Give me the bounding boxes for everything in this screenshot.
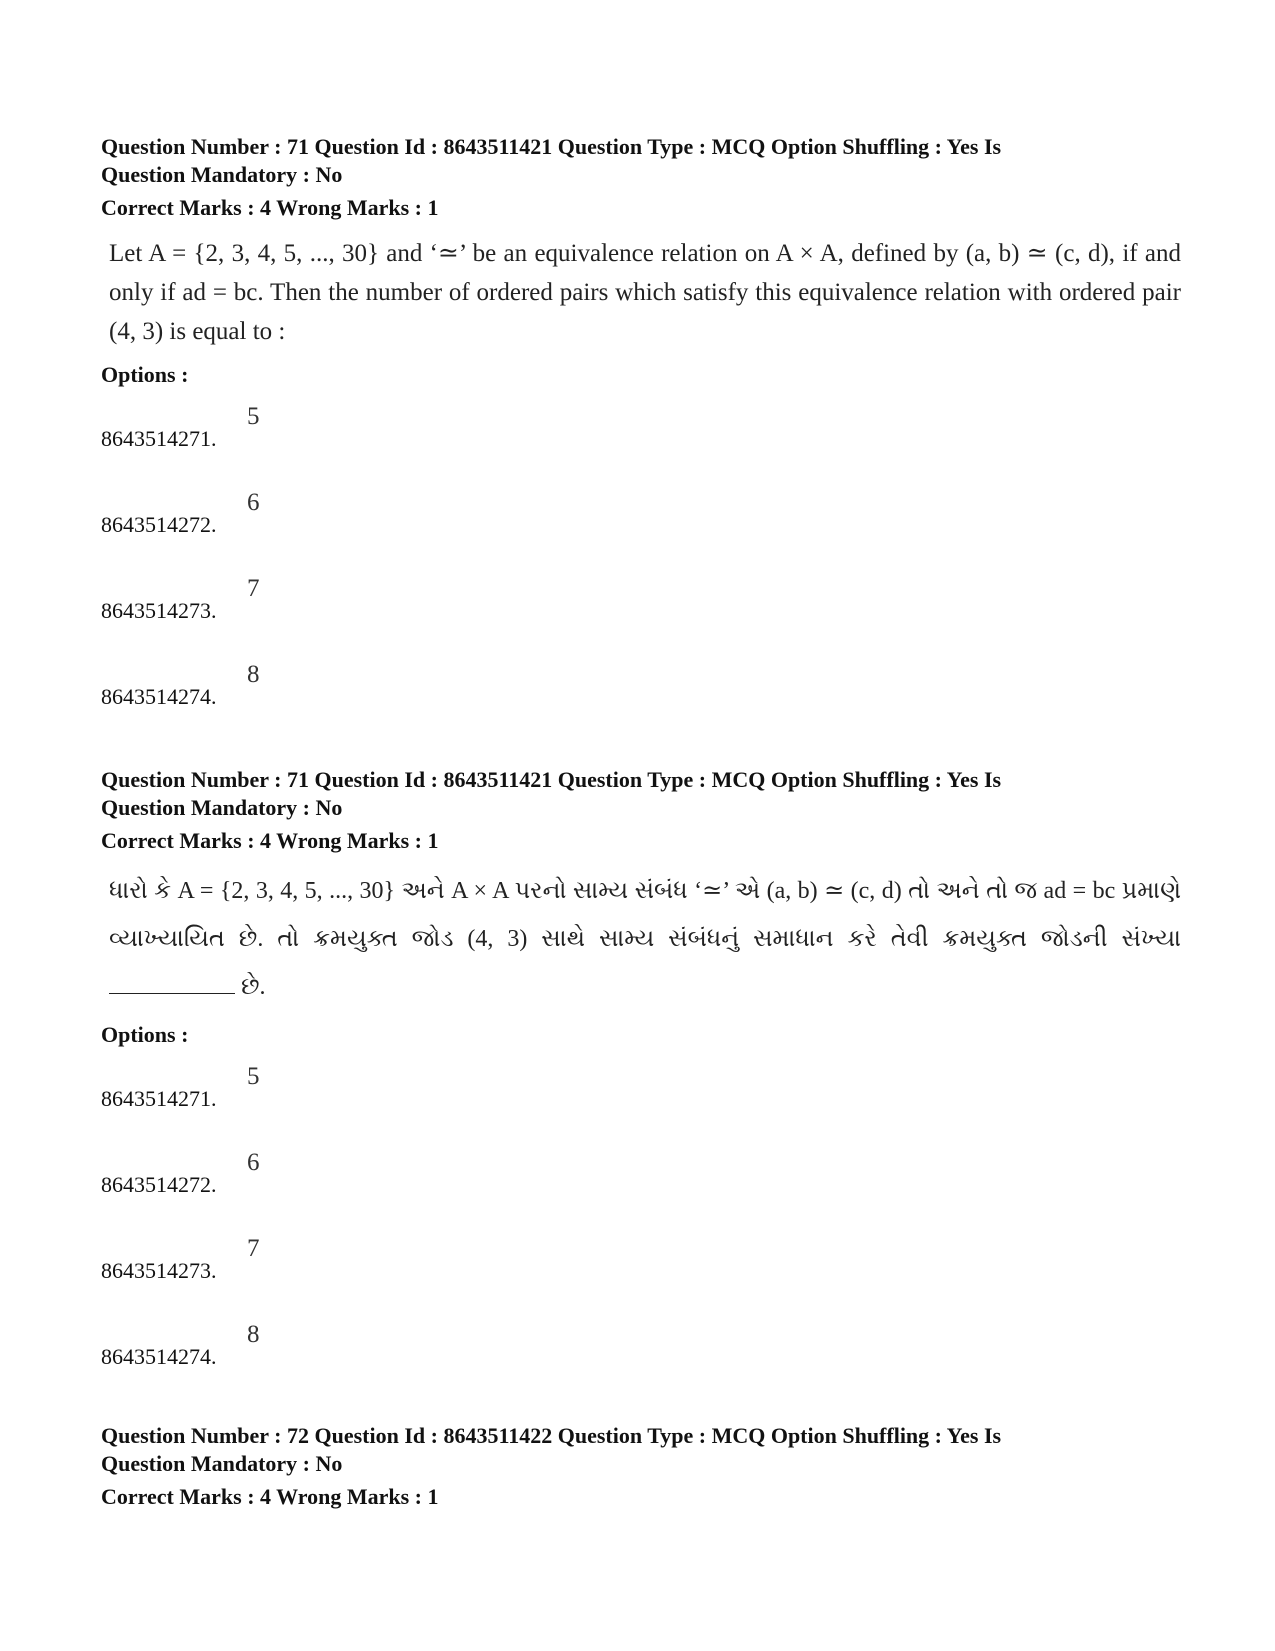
question-block-71-gu (101, 766, 1181, 1407)
option-id: 8643514271. (101, 426, 217, 451)
question-marks: Correct Marks : 4 Wrong Marks : 1 (101, 195, 439, 220)
option-value: 6 (247, 1149, 260, 1176)
option-id: 8643514274. (101, 1344, 217, 1369)
options-label: Options : (101, 1022, 189, 1047)
option-value: 7 (247, 1235, 260, 1262)
question-marks: Correct Marks : 4 Wrong Marks : 1 (101, 1484, 439, 1509)
question-text (101, 867, 1181, 1011)
question-meta-line2: Question Mandatory : No (101, 162, 343, 187)
options-list (101, 1063, 1181, 1407)
option-id: 8643514274. (101, 684, 217, 709)
answer-blank (109, 973, 235, 994)
option-value: 8 (247, 661, 260, 688)
option-item (101, 489, 1181, 575)
question-meta-line1: Question Number : 72 Question Id : 8643511422 Question Type : MCQ Option Shuffling : Yes Is (101, 1423, 1002, 1448)
option-item (101, 575, 1181, 661)
option-item (101, 1321, 1181, 1407)
option-id: 8643514272. (101, 1172, 217, 1197)
option-value: 7 (247, 575, 260, 602)
option-value: 8 (247, 1321, 260, 1348)
question-text-end: છે. (241, 974, 266, 1000)
options-list (101, 403, 1181, 747)
question-text-body: ધારો કે A = {2, 3, 4, 5, ..., 30} અને A × A પરનો સામ્ય સંબંધ ‘≃’ એ (a, b) ≃ (c, d) તો અને તો જ ad = bc પ્રમાણે વ્યાખ્યાયિત છે. તો ક્રમયુક્ત જોડ (4, 3) સાથે સામ્ય સંબંધનું સમાધાન કરે તેવી ક્રમયુક્ત જોડની સંખ્યા (109, 878, 1181, 952)
question-meta-line2: Question Mandatory : No (101, 1451, 343, 1476)
option-id: 8643514271. (101, 1086, 217, 1111)
option-item (101, 403, 1181, 489)
option-id: 8643514273. (101, 598, 217, 623)
question-block-72 (101, 1422, 1181, 1511)
options-label: Options : (101, 362, 189, 387)
option-value: 5 (247, 403, 260, 430)
question-marks: Correct Marks : 4 Wrong Marks : 1 (101, 828, 439, 853)
question-meta-line1: Question Number : 71 Question Id : 8643511421 Question Type : MCQ Option Shuffling : Yes Is (101, 134, 1002, 159)
option-value: 6 (247, 489, 260, 516)
option-value: 5 (247, 1063, 260, 1090)
option-id: 8643514272. (101, 512, 217, 537)
option-item (101, 1149, 1181, 1235)
question-meta-line1: Question Number : 71 Question Id : 8643511421 Question Type : MCQ Option Shuffling : Yes Is (101, 767, 1002, 792)
option-id: 8643514273. (101, 1258, 217, 1283)
question-text: Let A = {2, 3, 4, 5, ..., 30} and ‘≃’ be an equivalence relation on A × A, defined by (a, b) ≃ (c, d), if and only if ad = bc. Then the number of ordered pairs which satisfy this equivalence relation with ordered pair (4, 3) is equal to : (109, 240, 1181, 345)
question-meta-line2: Question Mandatory : No (101, 795, 343, 820)
question-block-71-en (101, 133, 1181, 747)
option-item (101, 1235, 1181, 1321)
option-item (101, 1063, 1181, 1149)
option-item (101, 661, 1181, 747)
